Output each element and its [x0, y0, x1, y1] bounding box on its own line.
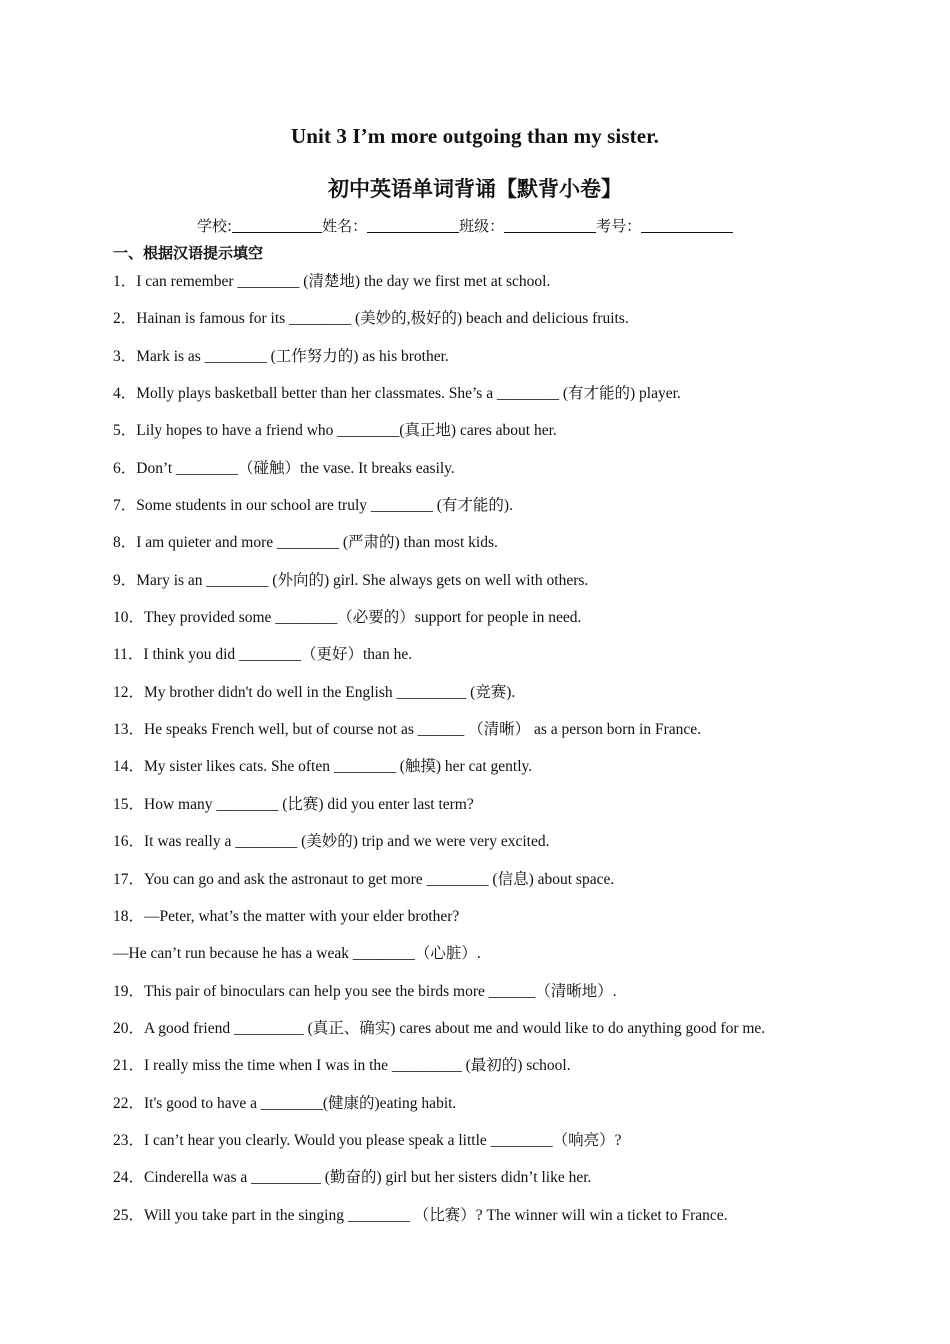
question-item: 22．It's good to have a ________(健康的)eating habit. — [113, 1094, 457, 1112]
question-item: 3．Mark is as ________ (工作努力的) as his brother. — [113, 347, 449, 365]
question-item: 13．He speaks French well, but of course not as ______ （清晰） as a person born in France. — [113, 721, 702, 739]
question-item: 23．I can’t hear you clearly. Would you please speak a little ________（响亮）? — [113, 1131, 622, 1149]
answer-line-item: —He can’t run because he has a weak ________（心脏）. — [113, 945, 481, 963]
name-blank — [367, 218, 459, 233]
question-item: 4．Molly plays basketball better than her classmates. She’s a ________ (有才能的) player. — [113, 385, 681, 403]
question-item: 6．Don’t ________（碰触）the vase. It breaks easily. — [113, 459, 455, 477]
question-item: 14．My sister likes cats. She often ________ (触摸) her cat gently. — [113, 758, 533, 776]
question-item: 20．A good friend _________ (真正、确实) cares about me and would like to do anything good for me. — [113, 1019, 766, 1037]
worksheet-subtitle: 初中英语单词背诵【默背小卷】 — [328, 177, 622, 201]
question-item: 21．I really miss the time when I was in the _________ (最初的) school. — [113, 1057, 571, 1075]
question-list — [113, 271, 893, 1242]
class-label: 班级： — [459, 217, 505, 235]
question-item: 5．Lily hopes to have a friend who ________(真正地) cares about her. — [113, 422, 557, 440]
question-item: 16．It was really a ________ (美妙的) trip and we were very excited. — [113, 833, 550, 851]
class-blank — [504, 218, 596, 233]
worksheet-title: Unit 3 I’m more outgoing than my sister. — [290, 124, 659, 148]
question-item: 15．How many ________ (比赛) did you enter last term? — [113, 795, 474, 813]
question-item: 17．You can go and ask the astronaut to get more ________ (信息) about space. — [113, 870, 615, 888]
exam-number-label: 考号： — [596, 217, 642, 235]
name-label: 姓名： — [322, 217, 368, 235]
exam-number-blank — [641, 218, 733, 233]
school-label: 学校: — [197, 217, 233, 235]
question-item: 24．Cinderella was a _________ (勤奋的) girl but her sisters didn’t like her. — [113, 1169, 592, 1187]
question-item: 1．I can remember ________ (清楚地) the day we first met at school. — [113, 273, 551, 290]
question-item: 7．Some students in our school are truly ________ (有才能的). — [113, 497, 513, 515]
school-blank — [232, 218, 322, 233]
question-item: 25．Will you take part in the singing ________ （比赛）? The winner will win a ticket to France. — [113, 1206, 728, 1224]
section-heading: 一、根据汉语提示填空 — [113, 244, 264, 262]
question-item: 12．My brother didn't do well in the English _________ (竞赛). — [113, 683, 516, 701]
question-item: 9．Mary is an ________ (外向的) girl. She always gets on well with others. — [113, 571, 589, 589]
question-item: 19．This pair of binoculars can help you see the birds more ______（清晰地）. — [113, 982, 617, 1000]
question-item: 8．I am quieter and more ________ (严肃的) than most kids. — [113, 534, 498, 552]
student-info-row — [197, 215, 733, 236]
question-item: 11．I think you did ________（更好）than he. — [113, 646, 413, 664]
question-item: 10．They provided some ________（必要的）support for people in need. — [113, 609, 582, 627]
question-item: 2．Hainan is famous for its ________ (美妙的,极好的) beach and delicious fruits. — [113, 310, 629, 328]
question-item: 18．—Peter, what’s the matter with your elder brother? — [113, 907, 460, 925]
